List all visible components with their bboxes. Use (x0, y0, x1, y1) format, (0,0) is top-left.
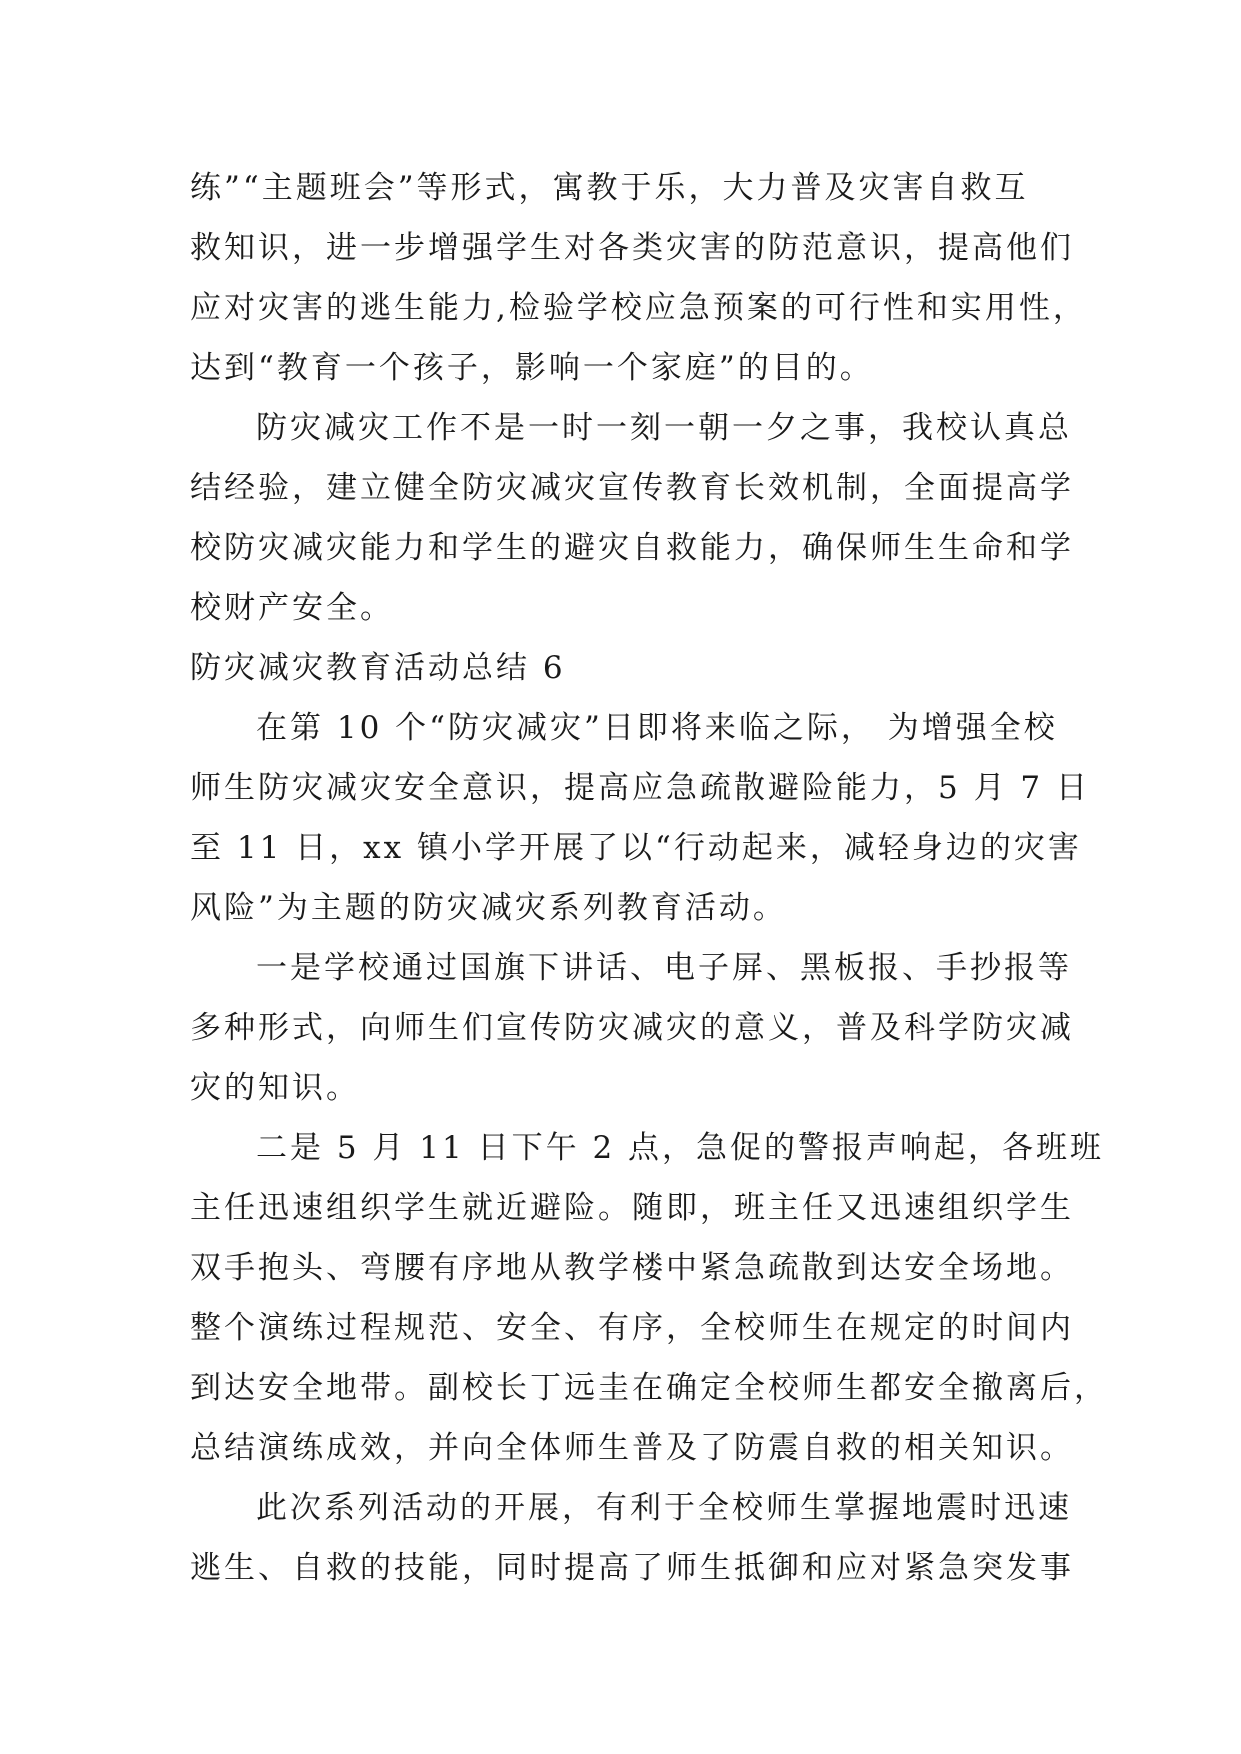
text-line: 到达安全地带。副校长丁远圭在确定全校师生都安全撤离后， (190, 1370, 1108, 1406)
text-line: 校财产安全。 (190, 590, 394, 626)
text-line: 整个演练过程规范、安全、有序，全校师生在规定的时间内 (190, 1310, 1074, 1346)
text-line: 练”“主题班会”等形式，寓教于乐，大力普及灾害自救互 (190, 170, 1029, 206)
text-line: 在第 10 个“防灾减灾”日即将来临之际， 为增强全校 (256, 710, 1058, 746)
text-line: 校防灾减灾能力和学生的避灾自救能力，确保师生生命和学 (190, 530, 1074, 566)
document-body (190, 158, 1108, 1598)
text-line: 应对灾害的逃生能力,检验学校应急预案的可行性和实用性， (190, 290, 1087, 326)
text-line: 总结演练成效，并向全体师生普及了防震自救的相关知识。 (190, 1430, 1074, 1466)
text-line: 至 11 日，xx 镇小学开展了以“行动起来，减轻身边的灾害 (190, 830, 1082, 866)
text-line: 灾的知识。 (190, 1070, 360, 1106)
text-line: 双手抱头、弯腰有序地从教学楼中紧急疏散到达安全场地。 (190, 1250, 1074, 1286)
text-line: 师生防灾减灾安全意识，提高应急疏散避险能力，5 月 7 日 (190, 770, 1091, 806)
text-line: 主任迅速组织学生就近避险。随即，班主任又迅速组织学生 (190, 1190, 1074, 1226)
text-line: 多种形式，向师生们宣传防灾减灾的意义，普及科学防灾减 (190, 1010, 1074, 1046)
text-line: 防灾减灾工作不是一时一刻一朝一夕之事，我校认真总 (256, 410, 1072, 446)
text-line: 一是学校通过国旗下讲话、电子屏、黑板报、手抄报等 (256, 950, 1072, 986)
text-line: 逃生、自救的技能，同时提高了师生抵御和应对紧急突发事 (190, 1550, 1074, 1586)
text-line: 二是 5 月 11 日下午 2 点，急促的警报声响起，各班班 (256, 1130, 1105, 1166)
text-line: 结经验，建立健全防灾减灾宣传教育长效机制，全面提高学 (190, 470, 1074, 506)
text-line: 达到“教育一个孩子，影响一个家庭”的目的。 (190, 350, 874, 386)
text-line: 救知识，进一步增强学生对各类灾害的防范意识，提高他们 (190, 230, 1074, 266)
text-line: 此次系列活动的开展，有利于全校师生掌握地震时迅速 (256, 1490, 1072, 1526)
section-heading: 防灾减灾教育活动总结 6 (190, 650, 566, 686)
text-line: 风险”为主题的防灾减灾系列教育活动。 (190, 890, 787, 926)
